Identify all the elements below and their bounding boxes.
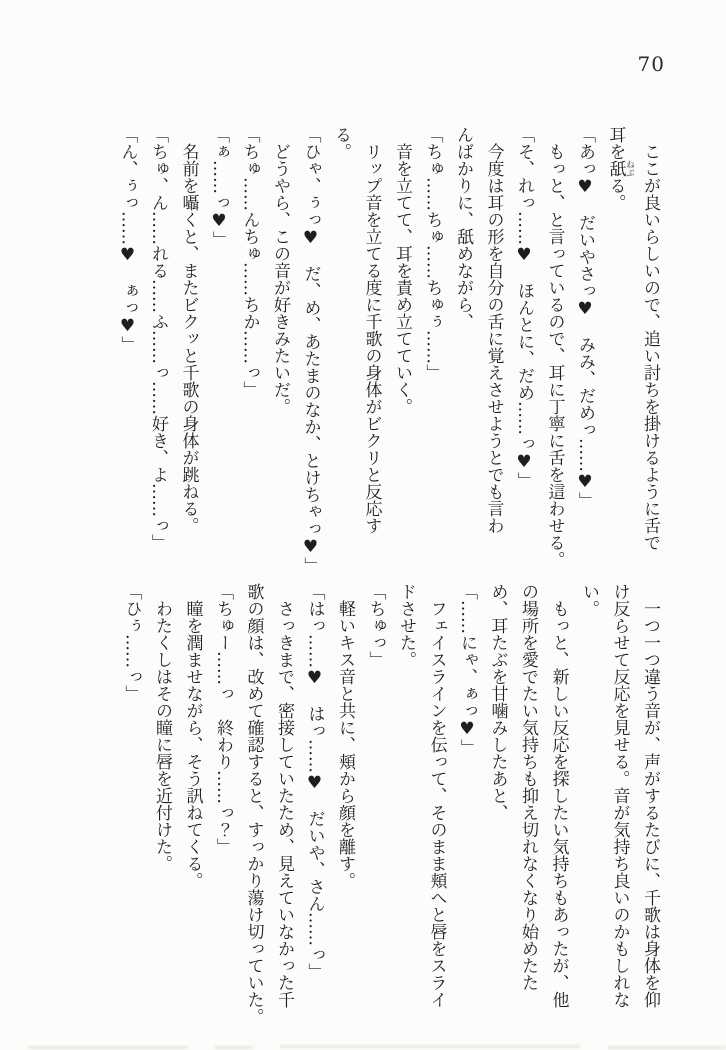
- text-line: 「ちゅ、ん……れる……ふ……っ……好き、よ……っ」: [148, 126, 168, 551]
- text-line: どうやら、この音が好きみたいだ。: [270, 143, 290, 415]
- text-line: 「ん、ぅっ……♥ ぁっ♥」: [117, 126, 138, 353]
- text-line: んばかりに、舐めながら、: [453, 126, 473, 330]
- text-line: 一つ一つ違う音が、声がするたびに、千歌は身体を仰: [640, 600, 660, 1008]
- text-line: い。: [579, 583, 599, 617]
- text-line: ここが良いらしいので、追い討ちを掛けるように舌で: [640, 143, 660, 551]
- text-line: 耳を舐 ねぶる。: [605, 126, 635, 211]
- text-line: る。: [331, 126, 351, 160]
- text-line: 「はっ……♥ はっ……♥ だいや、さん……っ」: [304, 583, 325, 980]
- text-line: わたくしはその瞳に唇を近付けた。: [152, 600, 172, 872]
- text-line: の場所を愛でたい気持ちも抑え切れなくなり始めたた: [518, 583, 538, 991]
- text-line: 瞳を潤ませながら、そう訊ねてくる。: [182, 600, 203, 889]
- text-line: もっと、と言っているので、耳に丁寧に舌を這わせる。: [544, 143, 565, 568]
- page-number: 70: [637, 52, 665, 76]
- text-line: もっと、新しい反応を探したい気持ちもあったが、他: [548, 600, 569, 1008]
- scan-artifact: [28, 1046, 188, 1049]
- text-line: 「あっ♥ だいやさっ♥ みみ、だめっ……♥」: [575, 126, 595, 509]
- ruby-annotation: 舐 ねぶ: [605, 160, 635, 177]
- text-line: 「ちゅ……ちゅ……ちゅぅ……」: [422, 126, 443, 381]
- text-line: 「ひゃ、ぅっ♥ だ、め、あたまのなか、とけちゃっ♥」: [300, 126, 321, 574]
- text-line: 「そ、れっ……♥ ほんとに、だめ……っ♥」: [514, 126, 534, 489]
- text-line: 「ぁ……っ♥」: [209, 126, 229, 248]
- text-line: 「……にゃ、ぁっ♥」: [457, 583, 477, 756]
- scan-artifact: [280, 1045, 580, 1048]
- text-line: ドさせた。: [396, 583, 416, 668]
- text-tier-top: [112, 126, 665, 574]
- text-line: 「ちゅー……っ 終わり……っ？」: [213, 583, 233, 855]
- text-line: フェイスラインを伝って、そのまま頬へと唇をスライ: [426, 600, 447, 1008]
- scan-artifact: [608, 1046, 726, 1049]
- text-line: め、耳たぶを甘噛みしたあと、: [487, 583, 508, 821]
- text-line: 「ひぅ……っ」: [121, 583, 142, 702]
- text-line: 今度は耳の形を自分の舌に覚えさせようとでも言わ: [483, 143, 504, 534]
- text-line: リップ音を立てる度に千歌の身体がビクリと反応す: [361, 143, 382, 534]
- text-line: 「ちゅっ」: [365, 583, 386, 668]
- text-tier-bottom: [116, 583, 665, 1031]
- scan-artifact: [215, 1046, 253, 1049]
- text-line: 「ちゅ……んちゅ……ちか……っ」: [239, 126, 260, 398]
- text-line: さっきまで、密接していたため、見えていなかった千: [274, 600, 294, 1008]
- text-line: 軽いキス音と共に、頬から顔を離す。: [335, 600, 355, 889]
- text-line: 名前を囁くと、またビクッと千歌の身体が跳ねる。: [178, 143, 199, 534]
- text-line: け反らせて反応を見せる。音が気持ち良いのかもしれな: [609, 583, 630, 1008]
- text-line: 音を立てて、耳を責め立てていく。: [392, 143, 412, 415]
- text-line: 歌の顔は、改めて確認すると、すっかり蕩け切っていた。: [243, 583, 264, 1025]
